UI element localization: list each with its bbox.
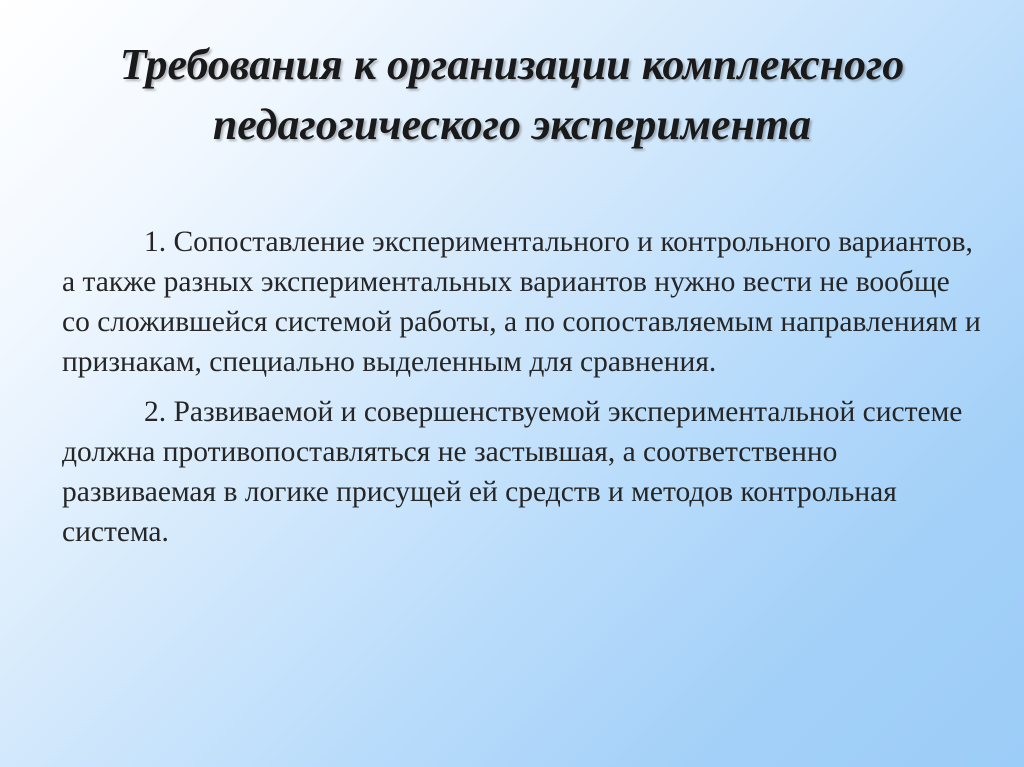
paragraph-requirement-2: 2. Развиваемой и совершенствуемой экспериментальной системе должна противопоставляться не застывшая, а соответственно развиваемая в логике присущей ей средств и методов контрольная система. bbox=[62, 396, 963, 548]
slide-body bbox=[62, 222, 982, 562]
slide-title-line-2: педагогического эксперимента bbox=[212, 100, 812, 149]
paragraph-requirement-1: 1. Сопоставление экспериментального и контрольного вариантов, а также разных экспериментальных вариантов нужно вести не вообще со сложившейся системой работы, а по сопоставляемым направлениям и признакам, специально выделенным для сравнения. bbox=[62, 226, 981, 378]
slide-title-line-1: Требования к организации комплексного bbox=[119, 40, 905, 89]
slide-title bbox=[40, 35, 984, 155]
